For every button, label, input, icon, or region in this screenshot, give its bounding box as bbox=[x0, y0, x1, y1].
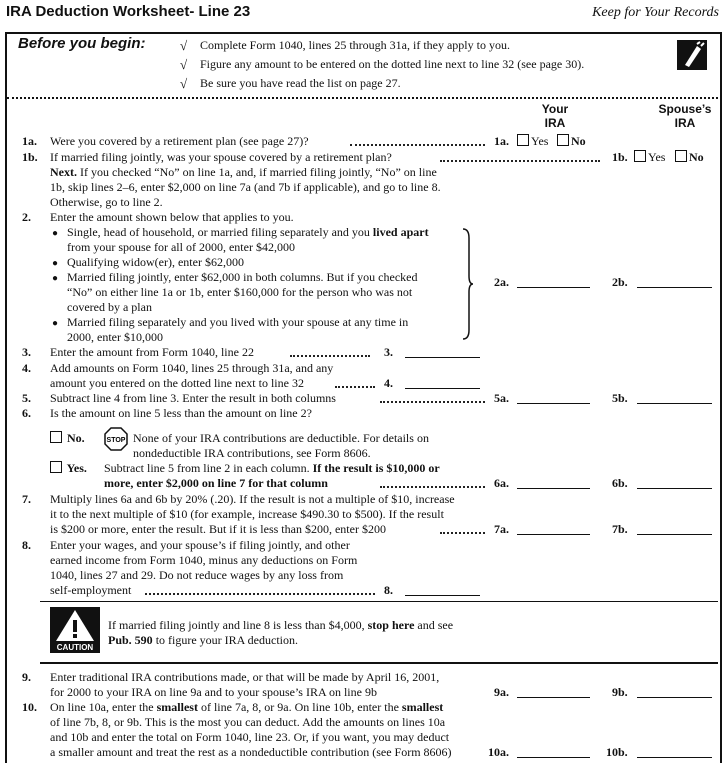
input-9b[interactable] bbox=[637, 697, 712, 698]
before-item: Complete Form 1040, lines 25 through 31a, if they apply to you. bbox=[200, 38, 510, 52]
input-2b[interactable] bbox=[637, 287, 712, 288]
line-number: 4. bbox=[22, 361, 31, 375]
bullet-text: from your spouse for all of 2000, enter $42,000 bbox=[67, 240, 295, 254]
line-10-text: On line 10a, enter the smallest of line 7a, 8, or 9a. On line 10b, enter the smallest bbox=[50, 700, 444, 714]
checkbox-1b-no[interactable]: No bbox=[675, 150, 704, 165]
bullet-icon: ● bbox=[52, 228, 59, 239]
line-8-text: earned income from Form 1040, minus any deductions on Form bbox=[50, 553, 358, 567]
line-number: 6. bbox=[22, 406, 31, 420]
line-6-no-text: nondeductible IRA contributions, see Form 8606. bbox=[133, 446, 371, 460]
label-9a: 9a. bbox=[494, 685, 509, 699]
stop-icon bbox=[104, 427, 128, 451]
dot-leader bbox=[290, 355, 370, 357]
line-number: 9. bbox=[22, 670, 31, 684]
line-5-text: Subtract line 4 from line 3. Enter the result in both columns bbox=[50, 391, 336, 405]
dot-leader bbox=[380, 401, 485, 403]
line-2-text: Enter the amount shown below that applies to you. bbox=[50, 210, 294, 224]
line-6-yes-text: more, enter $2,000 on line 7 for that column bbox=[104, 476, 328, 490]
bullet-text: covered by a plan bbox=[67, 300, 152, 314]
line-9-text: Enter traditional IRA contributions made, or that will be made by April 16, 2001, bbox=[50, 670, 440, 684]
line-8-text: 1040, lines 27 and 29. Do not reduce wages by any loss from bbox=[50, 568, 344, 582]
line-number: 3. bbox=[22, 345, 31, 359]
input-4[interactable] bbox=[405, 388, 480, 389]
label-2b: 2b. bbox=[612, 275, 628, 289]
label-10a: 10a. bbox=[488, 745, 509, 759]
input-3[interactable] bbox=[405, 357, 480, 358]
dot-leader bbox=[380, 486, 485, 488]
input-7a[interactable] bbox=[517, 534, 590, 535]
line-number: 10. bbox=[22, 700, 37, 714]
line-number: 7. bbox=[22, 492, 31, 506]
label-6a: 6a. bbox=[494, 476, 509, 490]
label-2a: 2a. bbox=[494, 275, 509, 289]
line-10-text: of line 7b, 8, or 9b. This is the most you can deduct. Add the amounts on lines 10a bbox=[50, 715, 446, 729]
check-icon: √ bbox=[180, 57, 188, 72]
dot-leader bbox=[350, 144, 485, 146]
label-4: 4. bbox=[384, 376, 393, 390]
brace-icon bbox=[462, 228, 474, 340]
label-7a: 7a. bbox=[494, 522, 509, 536]
line-9-text: for 2000 to your IRA on line 9a and to your spouse’s IRA on line 9b bbox=[50, 685, 377, 699]
label-3: 3. bbox=[384, 345, 393, 359]
line-8-text: Enter your wages, and your spouse’s if filing jointly, and other bbox=[50, 538, 350, 552]
spouse-ira-header: Spouse’s IRA bbox=[658, 102, 712, 130]
before-item: Figure any amount to be entered on the dotted line next to line 32 (see page 30). bbox=[200, 57, 585, 71]
line-6-text: Is the amount on line 5 less than the amount on line 2? bbox=[50, 406, 312, 420]
line-10-text: a smaller amount and treat the rest as a nondeductible contribution (see Form 8606) bbox=[50, 745, 452, 759]
line-number: 5. bbox=[22, 391, 31, 405]
line-1a-text: Were you covered by a retirement plan (see page 27)? bbox=[50, 134, 309, 148]
line-3-text: Enter the amount from Form 1040, line 22 bbox=[50, 345, 254, 359]
input-6b[interactable] bbox=[637, 488, 712, 489]
svg-text:CAUTION: CAUTION bbox=[56, 643, 94, 652]
next-instructions: Next. If you checked “No” on line 1a, and, if married filing jointly, “No” on line bbox=[50, 165, 437, 179]
input-10b[interactable] bbox=[637, 757, 712, 758]
bullet-text: Single, head of household, or married filing separately and you lived apart bbox=[67, 225, 429, 239]
caution-text: If married filing jointly and line 8 is less than $4,000, stop here and see bbox=[108, 618, 454, 632]
dot-leader bbox=[440, 532, 485, 534]
label-8: 8. bbox=[384, 583, 393, 597]
check-icon: √ bbox=[180, 38, 188, 53]
caution-text: Pub. 590 to figure your IRA deduction. bbox=[108, 633, 298, 647]
before-item: Be sure you have read the list on page 27. bbox=[200, 76, 401, 90]
line-6-no-text: None of your IRA contributions are deductible. For details on bbox=[133, 431, 429, 445]
bullet-text: Married filing jointly, enter $62,000 in both columns. But if you checked bbox=[67, 270, 418, 284]
line-8-text: self-employment bbox=[50, 583, 132, 597]
line-4-text: Add amounts on Form 1040, lines 25 through 31a, and any bbox=[50, 361, 334, 375]
label-6b: 6b. bbox=[612, 476, 628, 490]
input-9a[interactable] bbox=[517, 697, 590, 698]
next-text: 1b, skip lines 2–6, enter $2,000 on line 7a (and 7b if applicable), and go to line 8. bbox=[50, 180, 441, 194]
divider bbox=[40, 601, 718, 602]
input-8[interactable] bbox=[405, 595, 480, 596]
line-7-text: it to the next multiple of $10 (for example, increase $490.30 to $500). If the result bbox=[50, 507, 444, 521]
checkbox-1a-no[interactable]: No bbox=[557, 134, 586, 149]
divider bbox=[40, 662, 718, 664]
bullet-text: 2000, enter $10,000 bbox=[67, 330, 163, 344]
input-10a[interactable] bbox=[517, 757, 590, 758]
keep-for-records: Keep for Your Records bbox=[592, 5, 719, 20]
line-number: 1a. bbox=[22, 134, 37, 148]
label-5b: 5b. bbox=[612, 391, 628, 405]
next-text: Otherwise, go to line 2. bbox=[50, 195, 163, 209]
line-4-text: amount you entered on the dotted line next to line 32 bbox=[50, 376, 304, 390]
bullet-text: Married filing separately and you lived with your spouse at any time in bbox=[67, 315, 409, 329]
checkbox-1b-yes[interactable]: Yes bbox=[634, 150, 665, 165]
bullet-text: Qualifying widow(er), enter $62,000 bbox=[67, 255, 244, 269]
line-7-text: is $200 or more, enter the result. But if it is less than $200, enter $200 bbox=[50, 522, 386, 536]
label-5a: 5a. bbox=[494, 391, 509, 405]
your-ira-header: Your IRA bbox=[541, 102, 569, 130]
input-5a[interactable] bbox=[517, 403, 590, 404]
line-number: 8. bbox=[22, 538, 31, 552]
line-10-text: and 10b and enter the total on Form 1040, line 23. Or, if you want, you may deduct bbox=[50, 730, 450, 744]
line-1b-text: If married filing jointly, was your spouse covered by a retirement plan? bbox=[50, 150, 392, 164]
line-number: 1b. bbox=[22, 150, 38, 164]
label-1a: 1a. bbox=[494, 134, 509, 148]
dot-leader bbox=[440, 160, 600, 162]
line-6-yes-text: Subtract line 5 from line 2 in each column. If the result is $10,000 or bbox=[104, 461, 440, 475]
page-title: IRA Deduction Worksheet- Line 23 bbox=[6, 3, 251, 20]
pencil-icon bbox=[677, 40, 707, 70]
caution-icon bbox=[50, 607, 100, 653]
bullet-icon: ● bbox=[52, 273, 59, 284]
svg-text:STOP: STOP bbox=[106, 437, 126, 444]
input-2a[interactable] bbox=[517, 287, 590, 288]
divider bbox=[7, 97, 718, 99]
checkbox-6-yes[interactable]: Yes. bbox=[50, 461, 87, 476]
checkbox-1a-yes[interactable]: Yes bbox=[517, 134, 548, 149]
label-9b: 9b. bbox=[612, 685, 628, 699]
dot-leader bbox=[335, 386, 375, 388]
dot-leader bbox=[145, 593, 375, 595]
check-icon: √ bbox=[180, 76, 188, 91]
bullet-icon: ● bbox=[52, 258, 59, 269]
label-1b: 1b. bbox=[612, 150, 628, 164]
line-number: 2. bbox=[22, 210, 31, 224]
input-5b[interactable] bbox=[637, 403, 712, 404]
checkbox-6-no[interactable]: No. bbox=[50, 431, 85, 446]
line-7-text: Multiply lines 6a and 6b by 20% (.20). If the result is not a multiple of $10, increase bbox=[50, 492, 455, 506]
bullet-icon: ● bbox=[52, 318, 59, 329]
before-you-begin-heading: Before you begin: bbox=[18, 35, 146, 52]
input-7b[interactable] bbox=[637, 534, 712, 535]
label-10b: 10b. bbox=[606, 745, 628, 759]
label-7b: 7b. bbox=[612, 522, 628, 536]
bullet-text: “No” on either line 1a or 1b, enter $160,000 for the person who was not bbox=[67, 285, 413, 299]
input-6a[interactable] bbox=[517, 488, 590, 489]
